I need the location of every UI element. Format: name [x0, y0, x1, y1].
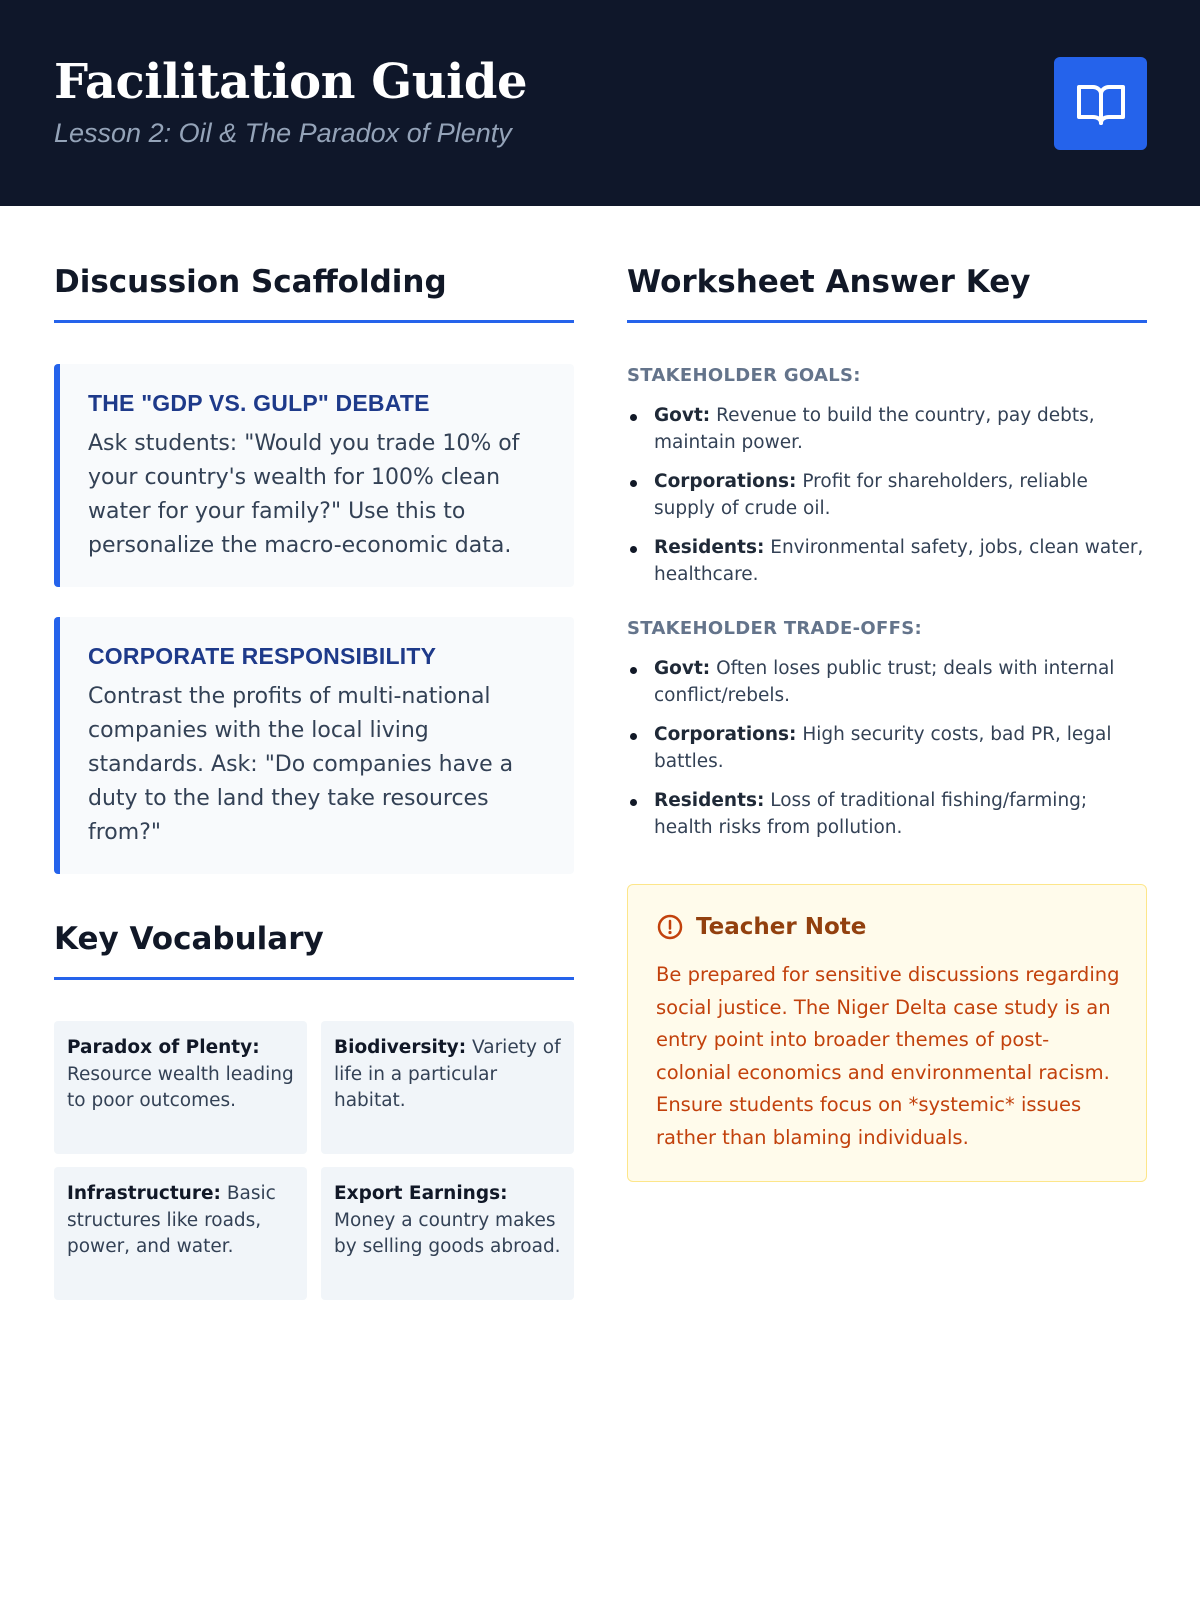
- guide-badge: [1054, 57, 1147, 150]
- teacher-note-header: [656, 913, 1120, 941]
- stakeholder-text: Revenue to build the country, pay debts, maintain power.: [654, 405, 1095, 453]
- stakeholder-name: Residents:: [654, 537, 765, 558]
- stakeholder-name: Govt:: [654, 405, 711, 426]
- tradeoffs-list: [627, 656, 1147, 854]
- vocab-term: Biodiversity:: [334, 1037, 467, 1058]
- list-item: [627, 788, 1147, 841]
- vocab-card: [54, 1021, 307, 1154]
- stakeholder-name: Corporations:: [654, 724, 797, 745]
- stakeholder-text: Often loses public trust; deals with internal conflict/rebels.: [654, 658, 1115, 706]
- stakeholder-name: Residents:: [654, 790, 765, 811]
- discussion-divider: [54, 320, 574, 323]
- stakeholder-text: High security costs, bad PR, legal battles.: [654, 724, 1112, 772]
- stakeholder-name: Corporations:: [654, 471, 797, 492]
- answer-key-heading: Worksheet Answer Key: [627, 264, 1031, 300]
- open-book-icon: [1075, 81, 1127, 127]
- vocab-definition: Variety of life in a particular habitat.: [334, 1037, 561, 1111]
- vocab-term: Infrastructure:: [67, 1183, 221, 1204]
- card-body: Contrast the profits of multi-national companies with the local living standards. Ask: "Do companies have a duty to the land they take resources from?": [88, 684, 514, 845]
- list-item: [627, 722, 1147, 775]
- card-title: CORPORATE RESPONSIBILITY: [88, 643, 437, 669]
- vocabulary-heading: Key Vocabulary: [54, 921, 324, 957]
- goals-label: STAKEHOLDER GOALS:: [627, 365, 861, 386]
- vocab-definition: Money a country makes by selling goods abroad.: [334, 1209, 561, 1257]
- list-item: [627, 469, 1147, 522]
- discussion-card: [54, 617, 574, 874]
- vocab-card: [321, 1167, 574, 1300]
- discussion-heading: Discussion Scaffolding: [54, 264, 447, 300]
- vocabulary-divider: [54, 977, 574, 980]
- vocab-card: [54, 1167, 307, 1300]
- teacher-note-title: Teacher Note: [696, 914, 867, 940]
- page-header: [0, 0, 1200, 206]
- card-title: THE "GDP VS. GULP" DEBATE: [88, 390, 430, 416]
- vocab-definition: Basic structures like roads, power, and water.: [67, 1183, 276, 1257]
- alert-circle-icon: [656, 913, 684, 941]
- vocab-definition: Resource wealth leading to poor outcomes.: [67, 1063, 294, 1111]
- card-body: Ask students: "Would you trade 10% of your country's wealth for 100% clean water for your family?" Use this to personalize the macro-economic data.: [88, 431, 520, 558]
- answer-key-divider: [627, 320, 1147, 323]
- stakeholder-name: Govt:: [654, 658, 711, 679]
- vocab-term: Export Earnings:: [334, 1183, 508, 1204]
- teacher-note-body: Be prepared for sensitive discussions regarding social justice. The Niger Delta case study is an entry point into broader themes of post-colonial economics and environmental racism. Ensure students focus on *systemic* issues rather than blaming individuals.: [656, 963, 1120, 1149]
- goals-list: [627, 403, 1147, 601]
- stakeholder-text: Loss of traditional fishing/farming; health risks from pollution.: [654, 790, 1088, 838]
- list-item: [627, 656, 1147, 709]
- teacher-note: [627, 884, 1147, 1182]
- page-title: Facilitation Guide: [54, 54, 528, 110]
- list-item: [627, 535, 1147, 588]
- tradeoffs-label: STAKEHOLDER TRADE-OFFS:: [627, 618, 922, 639]
- discussion-card: [54, 364, 574, 587]
- stakeholder-text: Profit for shareholders, reliable supply of crude oil.: [654, 471, 1088, 519]
- page-subtitle: Lesson 2: Oil & The Paradox of Plenty: [54, 118, 512, 148]
- vocab-card: [321, 1021, 574, 1154]
- vocab-term: Paradox of Plenty:: [67, 1037, 260, 1058]
- stakeholder-text: Environmental safety, jobs, clean water, healthcare.: [654, 537, 1144, 585]
- list-item: [627, 403, 1147, 456]
